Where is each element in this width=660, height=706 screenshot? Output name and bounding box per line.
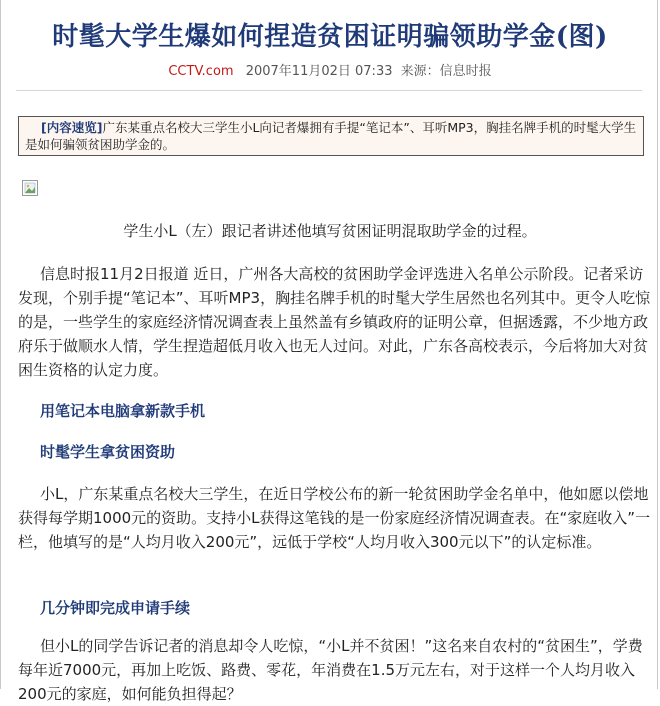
article-source: 来源：信息时报 <box>400 64 492 79</box>
subheading-laptop-phone: 用笔记本电脑拿新款手机 <box>40 402 206 420</box>
site-name[interactable]: CCTV.com <box>168 64 234 79</box>
paragraph-student-l: 小L，广东某重点名校大三学生，在近日学校公布的新一轮贫困助学金名单中，他如愿以偿地获得每学期1000元的资助。支持小L获得这笔钱的是一份家庭经济情况调查表。在“家庭收入”一栏，他填写的是“人均月收入200元”，远低于学校“人均月收入300元以下”的认定标准。 <box>18 485 651 551</box>
paragraph-classmates: 但小L的同学告诉记者的消息却令人吃惊，“小L并不贫困！”这名来自农村的“贫困生”，学费每年近7000元，再加上吃饭、路费、零花，年消费在1.5万元左右，对于这样一个人均月收入200元的家庭，如何能负担得起？ <box>18 637 643 703</box>
subheading-fashion-aid: 时髦学生拿贫困资助 <box>40 443 176 461</box>
article-meta <box>0 62 660 82</box>
summary-text: 广东某重点名校大三学生小L向记者爆拥有手提“笔记本”、耳听MP3，胸挂名牌手机的时髦大学生是如何骗领贫困助学金的。 <box>25 120 637 152</box>
article-title: 时髦大学生爆如何捏造贫困证明骗领助学金(图) <box>52 22 608 52</box>
summary-box <box>18 116 644 156</box>
subheading-quick-apply: 几分钟即完成申请手续 <box>40 599 191 617</box>
summary-tag: [内容速览] <box>41 120 103 135</box>
image-caption: 学生小L（左）跟记者讲述他填写贫困证明混取助学金的过程。 <box>123 222 537 240</box>
paragraph-intro: 信息时报11月2日报道 近日，广州各大高校的贫困助学金评选进入名单公示阶段。记者采访发现，个别手提“笔记本”、耳听MP3，胸挂名牌手机的时髦大学生居然也名列其中。更令人吃惊的是，一些学生的家庭经济情况调查表上虽然盖有乡镇政府的证明公章，但据透露，不少地方政府乐于做顺水人情，学生捏造超低月收入也无人过问。对此，广东各高校表示，今后将加大对贫困生资格的认定力度。 <box>18 265 651 379</box>
publish-date: 2007年11月02日 07:33 <box>245 64 393 79</box>
divider <box>16 90 642 91</box>
broken-image-icon[interactable] <box>22 180 38 196</box>
